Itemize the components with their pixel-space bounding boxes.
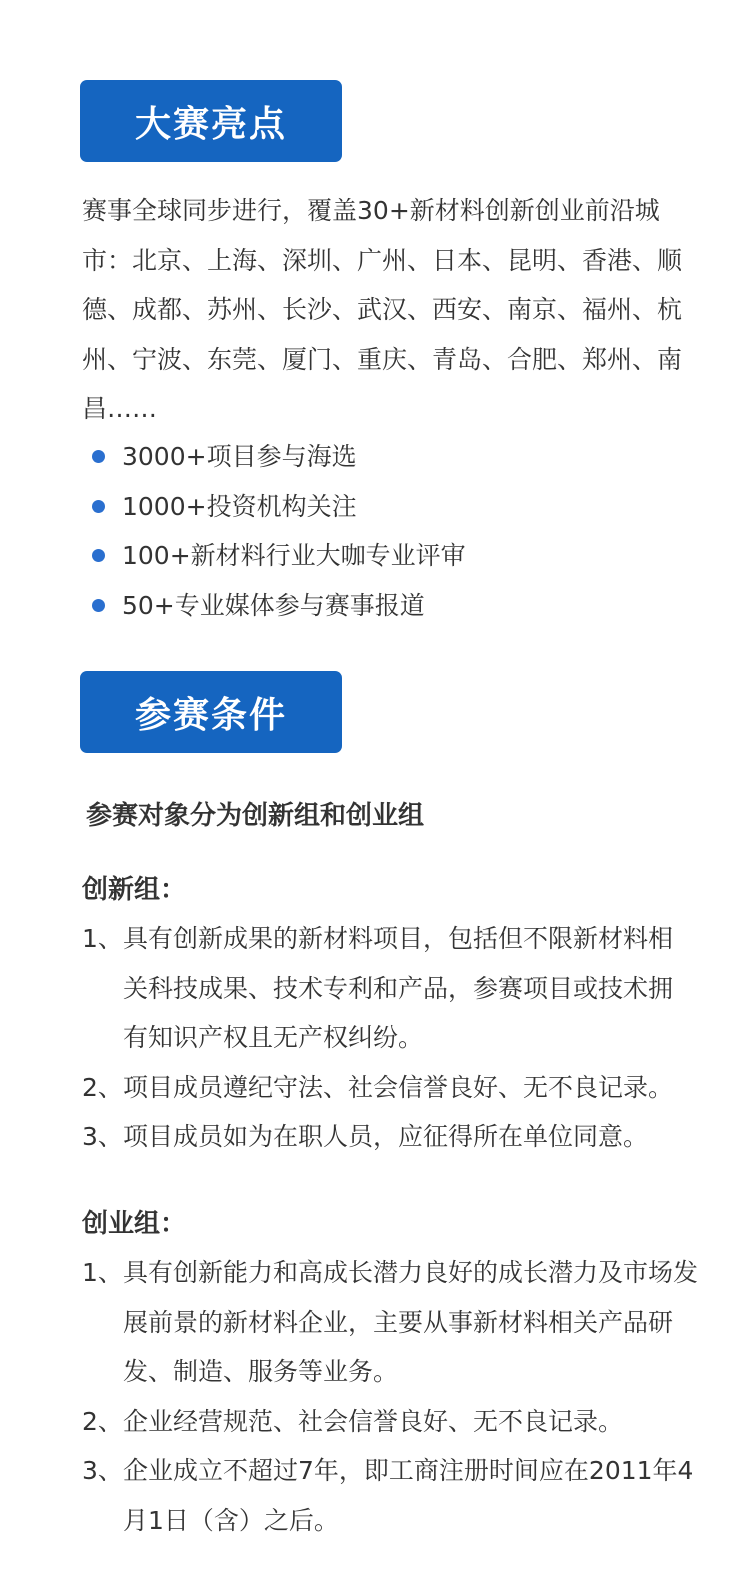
startup-group-title: 创业组：: [82, 1209, 187, 1239]
bullet-dot-icon: [92, 599, 105, 612]
bullet-item: [92, 581, 466, 631]
list-item: [82, 1063, 697, 1113]
conditions-subtitle: 参赛对象分为创新组和创业组: [86, 801, 425, 831]
list-item: [82, 1112, 697, 1162]
highlights-bullet-list: [92, 432, 466, 630]
list-item-number: 3、: [82, 1456, 123, 1485]
innovation-group-list: [82, 914, 697, 1162]
list-item-text: 企业经营规范、社会信誉良好、无不良记录。: [123, 1406, 624, 1436]
startup-group-list: [82, 1248, 702, 1545]
list-item-number: 1、: [82, 924, 123, 953]
list-item-text: 企业成立不超过7年，即工商注册时间应在2011年4月1日（含）之后。: [123, 1456, 694, 1535]
bullet-text: 1000+投资机构关注: [122, 491, 357, 521]
list-item-text: 项目成员遵纪守法、社会信誉良好、无不良记录。: [123, 1072, 674, 1102]
list-item: [82, 914, 697, 1063]
bullet-text: 3000+项目参与海选: [122, 442, 357, 471]
list-item: [82, 1248, 702, 1397]
bullet-text: 100+新材料行业大咖专业评审: [122, 541, 466, 570]
conditions-badge: 参赛条件: [80, 671, 342, 753]
list-item-text: 项目成员如为在职人员，应征得所在单位同意。: [123, 1122, 649, 1151]
bullet-dot-icon: [92, 500, 105, 513]
bullet-dot-icon: [92, 450, 105, 463]
list-item-number: 3、: [82, 1122, 123, 1151]
highlights-intro: 赛事全球同步进行，覆盖30+新材料创新创业前沿城市：北京、上海、深圳、广州、日本、昆明、香港、顺德、成都、苏州、长沙、武汉、西安、南京、福州、杭州、宁波、东莞、厦门、重庆、青岛、合肥、郑州、南昌……: [82, 196, 683, 423]
list-item: [82, 1397, 702, 1447]
highlights-badge: 大赛亮点: [80, 80, 342, 162]
bullet-dot-icon: [92, 549, 105, 562]
list-item-text: 具有创新能力和高成长潜力良好的成长潜力及市场发展前景的新材料企业，主要从事新材料相关产品研发、制造、服务等业务。: [123, 1258, 699, 1386]
innovation-group-title: 创新组：: [82, 875, 187, 905]
list-item: [82, 1446, 702, 1545]
bullet-item: [92, 482, 466, 532]
list-item-number: 1、: [82, 1258, 123, 1287]
bullet-item: [92, 531, 466, 581]
list-item-number: 2、: [82, 1072, 123, 1102]
bullet-item: [92, 432, 466, 482]
bullet-text: 50+专业媒体参与赛事报道: [122, 590, 425, 620]
list-item-text: 具有创新成果的新材料项目，包括但不限新材料相关科技成果、技术专利和产品，参赛项目或技术拥有知识产权且无产权纠纷。: [123, 924, 674, 1052]
list-item-number: 2、: [82, 1406, 123, 1436]
